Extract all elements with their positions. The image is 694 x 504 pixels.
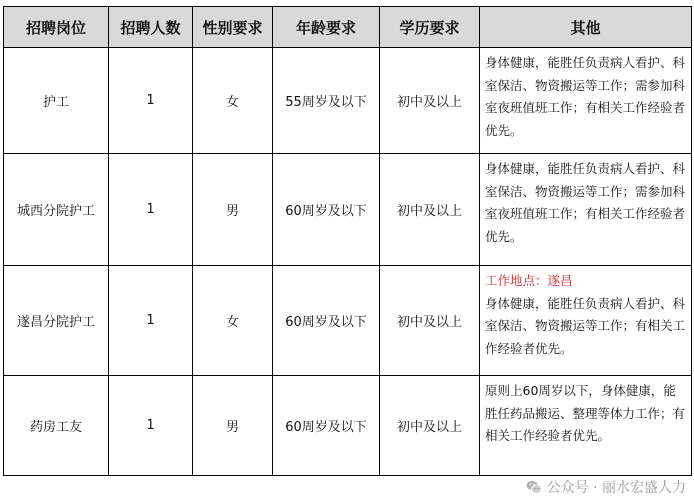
cell-count: 1 — [109, 376, 193, 476]
cell-other — [480, 376, 692, 476]
cell-gender: 女 — [193, 266, 273, 376]
header-count: 招聘人数 — [109, 7, 193, 48]
cell-position: 城西分院护工 — [4, 154, 109, 266]
cell-age: 60周岁及以下 — [273, 376, 380, 476]
table-row — [4, 48, 692, 154]
cell-other — [480, 266, 692, 376]
cell-count: 1 — [109, 266, 193, 376]
cell-education: 初中及以上 — [380, 48, 480, 154]
cell-gender: 男 — [193, 154, 273, 266]
cell-gender: 女 — [193, 48, 273, 154]
cell-position: 遂昌分院护工 — [4, 266, 109, 376]
header-other: 其他 — [480, 7, 692, 48]
header-gender: 性别要求 — [193, 7, 273, 48]
cell-position: 药房工友 — [4, 376, 109, 476]
watermark-text: 公众号 · 丽水宏盛人力 — [546, 480, 686, 496]
other-requirements: 身体健康，能胜任负责病人看护、科室保洁、物资搬运等工作；有相关工作经验者优先。 — [485, 295, 686, 356]
cell-age: 55周岁及以下 — [273, 48, 380, 154]
cell-age: 60周岁及以下 — [273, 266, 380, 376]
cell-other — [480, 154, 692, 266]
cell-other — [480, 48, 692, 154]
header-position: 招聘岗位 — [4, 7, 109, 48]
table-header-row — [4, 7, 692, 48]
other-requirements: 原则上60周岁以下，身体健康，能胜任药品搬运、整理等体力工作；有相关工作经验者优先。 — [485, 383, 686, 443]
cell-position: 护工 — [4, 48, 109, 154]
cell-count: 1 — [109, 48, 193, 154]
cell-gender: 男 — [193, 376, 273, 476]
other-requirements: 身体健康，能胜任负责病人看护、科室保洁、物资搬运等工作；需参加科室夜班值班工作；有相关工作经验者优先。 — [485, 55, 686, 138]
other-requirements: 身体健康，能胜任负责病人看护、科室保洁、物资搬运等工作；需参加科室夜班值班工作；有相关工作经验者优先。 — [485, 161, 686, 244]
cell-education: 初中及以上 — [380, 154, 480, 266]
watermark — [526, 476, 686, 498]
cell-count: 1 — [109, 154, 193, 266]
header-education: 学历要求 — [380, 7, 480, 48]
cell-age: 60周岁及以下 — [273, 154, 380, 266]
table-row — [4, 266, 692, 376]
header-age: 年龄要求 — [273, 7, 380, 48]
work-location: 工作地点：遂昌 — [485, 273, 573, 288]
cell-education: 初中及以上 — [380, 266, 480, 376]
table-row — [4, 154, 692, 266]
cell-education: 初中及以上 — [380, 376, 480, 476]
table-row — [4, 376, 692, 476]
wechat-icon — [526, 479, 542, 495]
recruitment-table — [3, 6, 692, 476]
